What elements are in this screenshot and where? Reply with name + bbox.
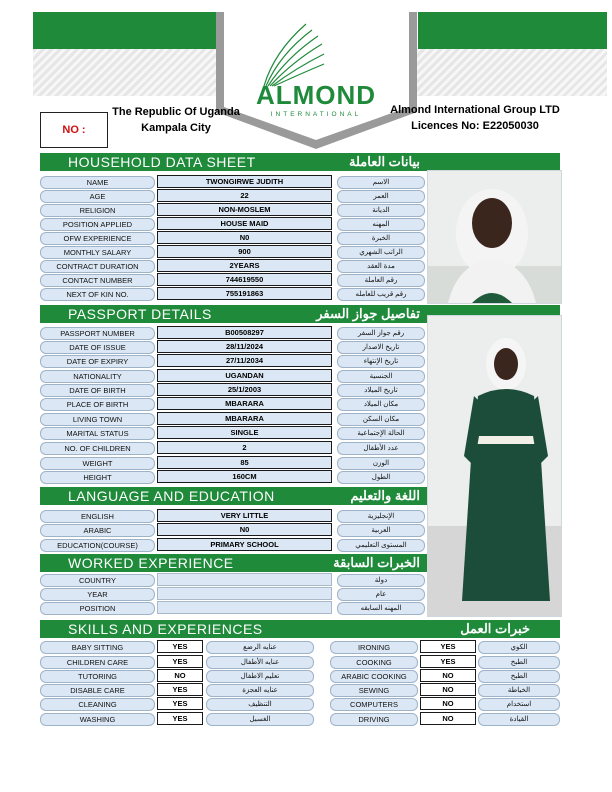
row-value [157, 587, 332, 600]
row-label: COUNTRY [40, 574, 155, 587]
section-passport-title: PASSPORT DETAILS [68, 306, 212, 322]
no-label: NO : [62, 124, 86, 136]
full-body-photo [427, 315, 562, 617]
row-label-ar: تاريخ الاصدار [337, 341, 425, 354]
skill-label: DRIVING [330, 713, 418, 726]
row-label-ar: الراتب الشهري [337, 246, 425, 259]
portrait-figure-icon [428, 171, 561, 303]
skill-label-ar: الخياطة [478, 684, 560, 697]
skill-value: YES [420, 655, 476, 668]
row-value: PRIMARY SCHOOL [157, 538, 332, 551]
row-label: NAME [40, 176, 155, 189]
skill-label-ar: عنايه العجزة [206, 684, 314, 697]
row-value: 25/1/2003 [157, 383, 332, 396]
skill-value: YES [420, 640, 476, 653]
row-label-ar: المهنه السابقه [337, 602, 425, 615]
skill-label: SEWING [330, 684, 418, 697]
skill-label: IRONING [330, 641, 418, 654]
row-value: 2 [157, 441, 332, 454]
header-band-right [418, 12, 607, 49]
row-value: N0 [157, 231, 332, 244]
skill-label: CHILDREN CARE [40, 656, 155, 669]
skill-value: YES [157, 712, 203, 725]
row-label: MARITAL STATUS [40, 427, 155, 440]
no-field[interactable] [40, 112, 108, 148]
row-label-ar: الحالة الإجتماعية [337, 427, 425, 440]
skill-label: COOKING [330, 656, 418, 669]
portrait-photo [427, 170, 562, 304]
row-value [157, 601, 332, 614]
row-label: ENGLISH [40, 510, 155, 523]
row-value: 755191863 [157, 287, 332, 300]
skill-value: YES [157, 640, 203, 653]
row-value: MBARARA [157, 412, 332, 425]
row-label: DATE OF EXPIRY [40, 355, 155, 368]
skill-value: YES [157, 683, 203, 696]
skill-value: NO [157, 669, 203, 682]
skill-value: YES [157, 697, 203, 710]
section-experience-title: WORKED EXPERIENCE [68, 555, 234, 571]
row-label: NATIONALITY [40, 370, 155, 383]
row-label-ar: الوزن [337, 457, 425, 470]
row-label-ar: دولة [337, 574, 425, 587]
row-label: HEIGHT [40, 471, 155, 484]
row-label-ar: رقم جواز السفر [337, 327, 425, 340]
row-label-ar: عدد الأطفال [337, 442, 425, 455]
header-right-text [385, 102, 565, 134]
section-language-title: LANGUAGE AND EDUCATION [68, 488, 275, 504]
header-stripe-left [33, 49, 228, 96]
row-value: 22 [157, 189, 332, 202]
row-label-ar: عام [337, 588, 425, 601]
header-left-text [108, 104, 244, 136]
row-value: 28/11/2024 [157, 340, 332, 353]
row-label: MONTHLY SALARY [40, 246, 155, 259]
logo-subtext: INTERNATIONAL [270, 111, 362, 118]
row-value: 27/11/2034 [157, 354, 332, 367]
row-value: 85 [157, 456, 332, 469]
skill-label-ar: الكوي [478, 641, 560, 654]
skill-label: BABY SITTING [40, 641, 155, 654]
skill-value: NO [420, 697, 476, 710]
city-text: Kampala City [141, 122, 211, 134]
row-label-ar: العمر [337, 190, 425, 203]
skill-label-ar: الغسيل [206, 713, 314, 726]
row-label: YEAR [40, 588, 155, 601]
row-label-ar: الإنجليزية [337, 510, 425, 523]
skill-value: YES [157, 655, 203, 668]
row-label-ar: المستوى التعليمي [337, 539, 425, 552]
row-label: NO. OF CHILDREN [40, 442, 155, 455]
section-skills-title: SKILLS AND EXPERIENCES [68, 621, 263, 637]
section-household-title-ar: بيانات العاملة [349, 154, 420, 169]
row-label: POSITION APPLIED [40, 218, 155, 231]
row-label: EDUCATION(COURSE) [40, 539, 155, 552]
skill-label-ar: استخدام [478, 698, 560, 711]
skill-label-ar: عنايه الأطفال [206, 656, 314, 669]
skill-label: COMPUTERS [330, 698, 418, 711]
skill-label: TUTORING [40, 670, 155, 683]
row-value: 160CM [157, 470, 332, 483]
row-label: ARABIC [40, 524, 155, 537]
row-value: TWONGIRWE JUDITH [157, 175, 332, 188]
row-value: B00508297 [157, 326, 332, 339]
row-label: DATE OF BIRTH [40, 384, 155, 397]
row-value: 744619550 [157, 273, 332, 286]
skill-label-ar: تعليم الاطفال [206, 670, 314, 683]
row-label-ar: مكان الميلاد [337, 398, 425, 411]
row-label: PLACE OF BIRTH [40, 398, 155, 411]
row-label-ar: مكان السكن [337, 413, 425, 426]
row-value: MBARARA [157, 397, 332, 410]
section-household-title: HOUSEHOLD DATA SHEET [68, 154, 256, 170]
row-value: HOUSE MAID [157, 217, 332, 230]
row-value: SINGLE [157, 426, 332, 439]
row-label-ar: الطول [337, 471, 425, 484]
skill-value: NO [420, 712, 476, 725]
row-label: LIVING TOWN [40, 413, 155, 426]
row-label: PASSPORT NUMBER [40, 327, 155, 340]
row-label-ar: الديانة [337, 204, 425, 217]
row-label-ar: الخبرة [337, 232, 425, 245]
row-label: POSITION [40, 602, 155, 615]
row-label-ar: تاريخ الإنتهاء [337, 355, 425, 368]
logo-text: ALMOND [255, 80, 377, 110]
row-label-ar: مدة العقد [337, 260, 425, 273]
row-label: NEXT OF KIN NO. [40, 288, 155, 301]
row-label: CONTACT NUMBER [40, 274, 155, 287]
row-value [157, 573, 332, 586]
row-label-ar: العربية [337, 524, 425, 537]
licence-number: Licences No: E22050030 [411, 120, 539, 132]
full-body-figure-icon [428, 316, 561, 616]
skill-label-ar: القيادة [478, 713, 560, 726]
section-experience-title-ar: الخبرات السابقة [333, 555, 420, 570]
header-stripe-right [405, 49, 607, 96]
skill-label-ar: التنظيف [206, 698, 314, 711]
row-label: CONTRACT DURATION [40, 260, 155, 273]
row-value: 2YEARS [157, 259, 332, 272]
skill-label: WASHING [40, 713, 155, 726]
republic-text: The Republic Of Uganda [112, 106, 240, 118]
row-label-ar: الجنسية [337, 370, 425, 383]
row-label-ar: المهنه [337, 218, 425, 231]
skill-label: DISABLE CARE [40, 684, 155, 697]
skill-label-ar: الطبخ [478, 656, 560, 669]
skill-label: CLEANING [40, 698, 155, 711]
row-value: VERY LITTLE [157, 509, 332, 522]
section-passport-title-ar: تفاصيل جواز السفر [316, 306, 420, 321]
section-skills-title-ar: خبرات العمل [460, 621, 530, 636]
row-label: OFW EXPERIENCE [40, 232, 155, 245]
row-label: DATE OF ISSUE [40, 341, 155, 354]
header-band-left [33, 12, 216, 49]
skill-value: NO [420, 683, 476, 696]
skill-label: ARABIC COOKING [330, 670, 418, 683]
row-value: UGANDAN [157, 369, 332, 382]
row-label-ar: تاريخ الميلاد [337, 384, 425, 397]
skill-label-ar: الطبخ [478, 670, 560, 683]
row-label: AGE [40, 190, 155, 203]
row-label: WEIGHT [40, 457, 155, 470]
row-label: RELIGION [40, 204, 155, 217]
row-label-ar: الاسم [337, 176, 425, 189]
company-name: Almond International Group LTD [390, 104, 560, 116]
row-value: NON-MOSLEM [157, 203, 332, 216]
row-label-ar: رقم العاملة [337, 274, 425, 287]
row-label-ar: رقم قريب للعامله [337, 288, 425, 301]
section-household [40, 153, 560, 171]
section-language-title-ar: اللغة والتعليم [350, 488, 420, 503]
row-value: N0 [157, 523, 332, 536]
skill-value: NO [420, 669, 476, 682]
section-skills [40, 620, 560, 638]
row-value: 900 [157, 245, 332, 258]
skill-label-ar: عنايه الرضع [206, 641, 314, 654]
